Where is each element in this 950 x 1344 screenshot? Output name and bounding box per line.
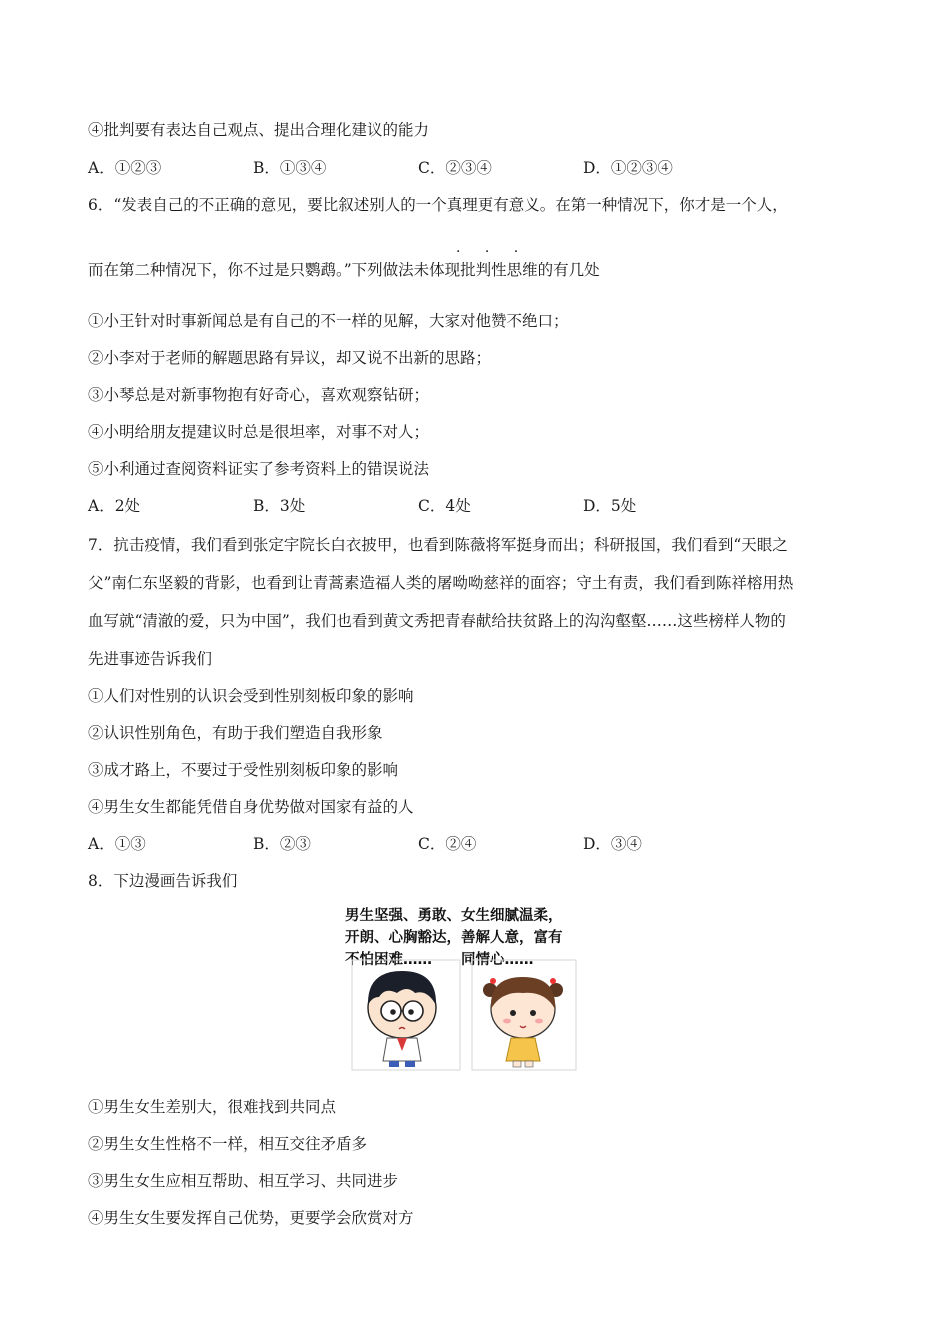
q7-option-c[interactable]: C．②④ — [418, 835, 477, 853]
q6-stem-line-2: 而在第二种情况下，你不过是只鹦鹉。”下列做法未体现批判性思维的有几处 — [88, 261, 600, 279]
q7-stem-line-2: 父”南仁东坚毅的背影，也看到让青蒿素造福人类的屠呦呦慈祥的面容；守土有责，我们看到陈祥榕用热 — [88, 574, 794, 592]
q8-item-2: ②男生女生性格不一样，相互交往矛盾多 — [88, 1135, 368, 1153]
q7-item-3: ③成才路上，不要过于受性别刻板印象的影响 — [88, 761, 399, 779]
q6-stem-line-1: 6．“发表自己的不正确的意见，要比叙述别人的一个真理更有意义。在第一种情况下，你才是一个人， — [88, 196, 788, 214]
q8-stem: 8．下边漫画告诉我们 — [88, 872, 238, 890]
q5-option-c[interactable]: C．②③④ — [418, 159, 492, 177]
gender-comic — [345, 905, 615, 1073]
q7-stem-line-4: 先进事迹告诉我们 — [88, 650, 213, 668]
q8-item-3: ③男生女生应相互帮助、相互学习、共同进步 — [88, 1172, 399, 1190]
comic-caption-line-3: 不怕困难…… 同情心…… — [345, 952, 534, 968]
q6-options — [88, 494, 868, 516]
q5-item-4: ④批判要有表达自己观点、提出合理化建议的能力 — [88, 121, 430, 139]
comic-caption-line-1: 男生坚强、勇敢、女生细腻温柔， — [345, 908, 563, 924]
q7-stem-line-1: 7．抗击疫情，我们看到张定宇院长白衣披甲，也看到陈薇将军挺身而出；科研报国，我们看到“天眼之 — [88, 536, 788, 554]
q7-option-a[interactable]: A．①③ — [88, 835, 146, 853]
q6-item-2: ②小李对于老师的解题思路有异议，却又说不出新的思路； — [88, 349, 492, 367]
q6-option-d[interactable]: D．5处 — [583, 497, 637, 515]
q7-options — [88, 832, 868, 854]
q5-option-b[interactable]: B．①③④ — [253, 159, 327, 177]
comic-figures — [345, 905, 615, 1073]
q7-option-b[interactable]: B．②③ — [253, 835, 311, 853]
comic-caption-line-2: 开朗、心胸豁达，善解人意，富有 — [345, 930, 563, 946]
q8-item-1: ①男生女生差别大，很难找到共同点 — [88, 1098, 337, 1116]
q7-item-1: ①人们对性别的认识会受到性别刻板印象的影响 — [88, 687, 414, 705]
girl-icon — [483, 977, 563, 1067]
boy-icon — [368, 971, 436, 1067]
q7-item-2: ②认识性别角色，有助于我们塑造自我形象 — [88, 724, 383, 742]
q5-option-d[interactable]: D．①②③④ — [583, 159, 673, 177]
q7-option-d[interactable]: D．③④ — [583, 835, 642, 853]
q5-option-a[interactable]: A．①②③ — [88, 159, 162, 177]
q6-option-c[interactable]: C．4处 — [418, 497, 471, 515]
q6-option-a[interactable]: A．2处 — [88, 497, 141, 515]
q6-item-3: ③小琴总是对新事物抱有好奇心，喜欢观察钻研； — [88, 386, 430, 404]
q6-item-1: ①小王针对时事新闻总是有自己的不一样的见解，大家对他赞不绝口； — [88, 312, 569, 330]
q5-options — [88, 156, 868, 178]
q6-option-b[interactable]: B．3处 — [253, 497, 306, 515]
q7-stem-line-3: 血写就“清澈的爱，只为中国”，我们也看到黄文秀把青春献给扶贫路上的沟沟壑壑……这些榜样人物的 — [88, 612, 786, 630]
q8-item-4: ④男生女生要发挥自己优势，更要学会欣赏对方 — [88, 1209, 414, 1227]
q6-item-5: ⑤小利通过查阅资料证实了参考资料上的错误说法 — [88, 460, 430, 478]
q7-item-4: ④男生女生都能凭借自身优势做对国家有益的人 — [88, 798, 414, 816]
q6-item-4: ④小明给朋友提建议时总是很坦率，对事不对人； — [88, 423, 430, 441]
emphasis-dots: · · · — [456, 244, 529, 260]
